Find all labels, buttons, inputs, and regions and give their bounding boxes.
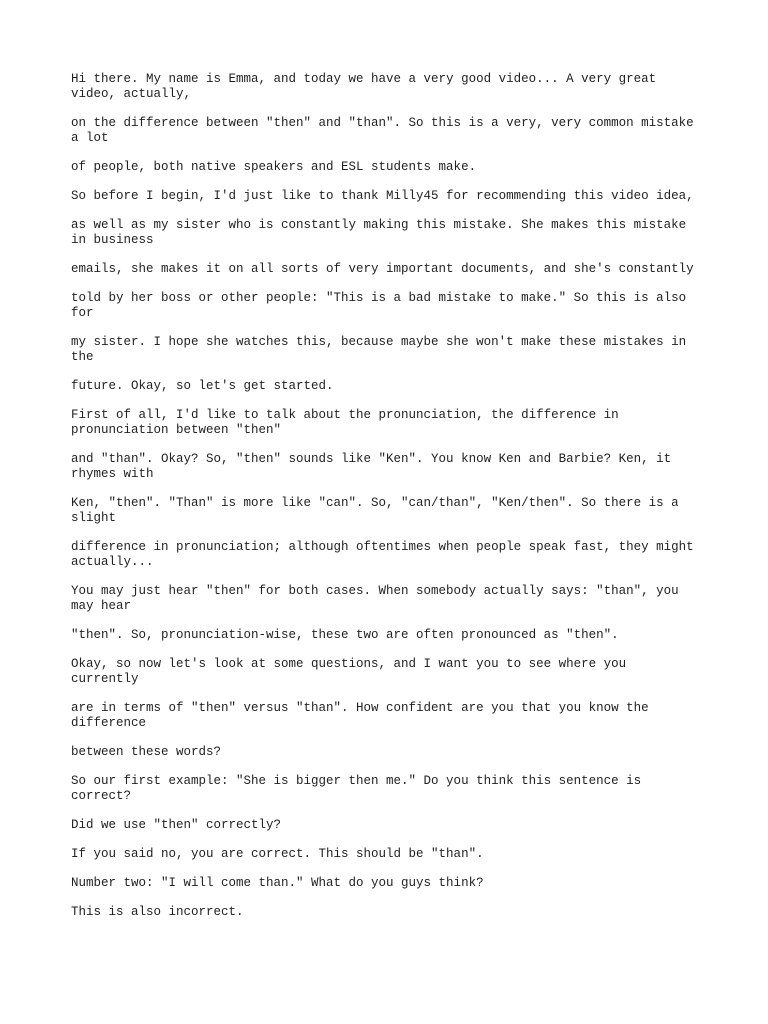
transcript-paragraph: Hi there. My name is Emma, and today we have a very good video... A very great video, actually, bbox=[71, 72, 657, 101]
transcript-paragraph: So before I begin, I'd just like to thank Milly45 for recommending this video idea, bbox=[71, 189, 694, 203]
transcript-paragraph: "then". So, pronunciation-wise, these two are often pronounced as "then". bbox=[71, 628, 619, 642]
transcript-paragraph: on the difference between "then" and "than". So this is a very, very common mistake a lot bbox=[71, 116, 694, 145]
transcript-paragraph: my sister. I hope she watches this, because maybe she won't make these mistakes in the bbox=[71, 335, 687, 364]
transcript-paragraph: Did we use "then" correctly? bbox=[71, 818, 282, 832]
transcript-paragraph: First of all, I'd like to talk about the pronunciation, the difference in pronunciation between "then" bbox=[71, 408, 619, 437]
transcript-paragraph: told by her boss or other people: "This is a bad mistake to make." So this is also for bbox=[71, 291, 687, 320]
transcript-paragraph: future. Okay, so let's get started. bbox=[71, 379, 334, 393]
transcript-paragraph: If you said no, you are correct. This should be "than". bbox=[71, 847, 484, 861]
transcript-body bbox=[71, 72, 699, 934]
transcript-paragraph: as well as my sister who is constantly making this mistake. She makes this mistake in business bbox=[71, 218, 687, 247]
transcript-paragraph: Okay, so now let's look at some questions, and I want you to see where you currently bbox=[71, 657, 627, 686]
transcript-paragraph: Number two: "I will come than." What do you guys think? bbox=[71, 876, 484, 890]
transcript-paragraph: Ken, "then". "Than" is more like "can". So, "can/than", "Ken/then". So there is a slight bbox=[71, 496, 679, 525]
transcript-paragraph: of people, both native speakers and ESL students make. bbox=[71, 160, 477, 174]
transcript-paragraph: and "than". Okay? So, "then" sounds like "Ken". You know Ken and Barbie? Ken, it rhymes with bbox=[71, 452, 672, 481]
transcript-paragraph: emails, she makes it on all sorts of very important documents, and she's constantly bbox=[71, 262, 694, 276]
transcript-paragraph: So our first example: "She is bigger then me." Do you think this sentence is correct? bbox=[71, 774, 642, 803]
transcript-paragraph: This is also incorrect. bbox=[71, 905, 244, 919]
transcript-paragraph: between these words? bbox=[71, 745, 222, 759]
transcript-paragraph: You may just hear "then" for both cases. When somebody actually says: "than", you may hear bbox=[71, 584, 679, 613]
transcript-paragraph: difference in pronunciation; although oftentimes when people speak fast, they might actually... bbox=[71, 540, 694, 569]
transcript-paragraph: are in terms of "then" versus "than". How confident are you that you know the difference bbox=[71, 701, 649, 730]
